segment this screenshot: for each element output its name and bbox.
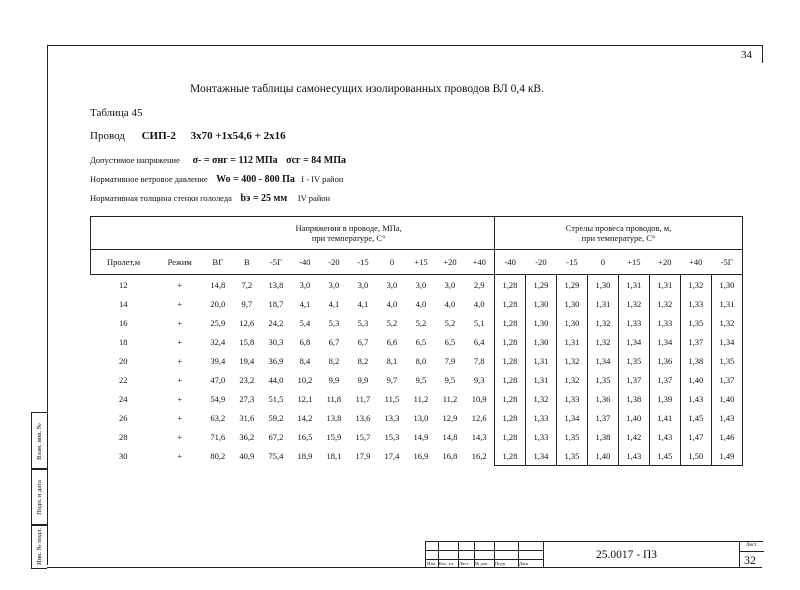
table-cell: 1,30 [556,294,587,313]
header-empty-cell [91,217,204,250]
wire-spec: 3х70 +1х54,6 + 2х16 [190,130,286,142]
column-header: -15 [348,250,377,275]
table-cell: 16,2 [471,450,487,461]
table-cell: 11,8 [326,393,342,404]
side-label: Взам. инв. № [36,422,44,460]
table-cell: 22 [119,374,128,385]
table-cell: 1,41 [649,408,680,427]
table-cell: 6,4 [473,336,485,347]
table-cell: 5,3 [328,317,340,328]
table-cell: 1,33 [649,313,680,332]
table-cell: 1,34 [649,332,680,351]
table-cell: 1,47 [680,427,711,446]
table-cell: + [177,431,183,442]
table-cell: 1,37 [618,370,649,389]
table-cell: 1,35 [587,370,618,389]
table-cell: + [177,298,183,309]
stamp-label: Изм. [427,561,436,566]
table-cell: 13,3 [384,412,400,423]
param-label: Нормативная толщина стенки гололеда [90,193,232,203]
table-cell: 40,9 [239,450,255,461]
table-row [91,351,743,370]
table-cell: 6,5 [415,336,427,347]
column-header: ВГ [203,250,232,275]
table-row [91,446,743,466]
table-cell: 9,7 [386,374,398,385]
table-cell: 14 [119,298,128,309]
table-cell: 1,38 [680,351,711,370]
table-cell: 1,33 [618,313,649,332]
table-cell: 7,2 [241,279,253,290]
table-cell: 16 [119,317,128,328]
table-column-header [91,250,743,275]
table-cell: 1,33 [525,427,556,446]
sheet-number: 32 [744,553,756,567]
table-cell: 17,4 [384,450,400,461]
table-cell: 11,7 [355,393,371,404]
table-cell: 1,32 [525,389,556,408]
table-cell: 18 [119,336,128,347]
table-row [91,389,743,408]
table-cell: + [177,355,183,366]
table-cell: 1,43 [618,446,649,466]
table-cell: + [177,412,183,423]
table-cell: 1,36 [587,389,618,408]
table-cell: 9,7 [241,298,253,309]
table-cell: 13,8 [326,412,342,423]
column-header: +15 [406,250,435,275]
table-cell: + [177,450,183,461]
table-cell: 1,33 [525,408,556,427]
table-cell: 1,32 [587,332,618,351]
param-label: Нормативное ветровое давление [90,174,208,184]
column-header: 0 [587,250,618,275]
table-cell: 1,39 [649,389,680,408]
column-header: -5Г [711,250,742,275]
wire-line [90,130,286,142]
table-cell: 14,9 [413,431,429,442]
param-formula: bэ = 25 мм [240,193,288,204]
frame-left-border [47,45,48,565]
param-label: Допустимое напряжение [90,155,180,165]
table-cell: 12,6 [239,317,255,328]
table-cell: 3,0 [415,279,427,290]
sheet-label: Лист [746,543,757,548]
table-cell: 1,36 [649,351,680,370]
table-row [91,294,743,313]
side-label: Инв. № подл. [36,527,44,566]
table-cell: 1,31 [525,351,556,370]
table-cell: + [177,317,183,328]
table-cell: 1,35 [556,427,587,446]
table-label: Таблица 45 [90,107,143,119]
table-cell: 20,0 [210,298,226,309]
table-cell: 59,2 [268,412,284,423]
table-cell: + [177,336,183,347]
table-cell: 1,31 [556,332,587,351]
table-cell: 1,46 [711,427,742,446]
table-cell: 19,4 [239,355,255,366]
table-cell: 4,0 [415,298,427,309]
stamp-label: Лист [459,561,469,566]
table-row [91,275,743,295]
table-cell: 1,37 [711,370,742,389]
table-cell: 4,0 [386,298,398,309]
column-header: +40 [464,250,494,275]
table-cell: 14,8 [210,279,226,290]
table-cell: 1,32 [649,294,680,313]
table-cell: 17,9 [355,450,371,461]
table-cell: 27,3 [239,393,255,404]
table-cell: 18,1 [326,450,342,461]
table-cell: 15,7 [355,431,371,442]
table-cell: 75,4 [268,450,284,461]
table-cell: 11,5 [384,393,400,404]
param-wind-pressure [90,174,343,185]
stamp-label: Подп. [495,561,507,566]
table-cell: 1,31 [649,275,680,295]
document-title: Монтажные таблицы самонесущих изолированных проводов ВЛ 0,4 кВ. [190,83,544,95]
table-cell: 44,0 [268,374,284,385]
column-header: -15 [556,250,587,275]
table-cell: 1,29 [556,275,587,295]
table-cell: 12,6 [471,412,487,423]
side-field-sign-date [31,468,47,526]
table-cell: 1,40 [587,446,618,466]
table-cell: 5,2 [415,317,427,328]
table-cell: 15,9 [326,431,342,442]
table-cell: 1,30 [525,313,556,332]
table-cell: 1,32 [680,275,711,295]
column-header: +20 [435,250,464,275]
side-label: Подп. и дата [36,479,44,515]
table-cell: 26 [119,412,128,423]
param-allowed-stress [90,155,346,166]
stamp-label: Дата [519,561,528,566]
table-row [91,313,743,332]
table-cell: 36,9 [268,355,284,366]
wire-mark: СИП-2 [141,130,176,142]
column-header: -40 [494,250,525,275]
table-cell: 80,2 [210,450,226,461]
group-sag-line1: Стрелы провеса проводов, м, [565,223,672,233]
column-header: +40 [680,250,711,275]
group-sag [494,217,742,250]
table-cell: 32,4 [210,336,226,347]
table-cell: 67,2 [268,431,284,442]
table-cell: 13,0 [413,412,429,423]
table-cell: 1,28 [494,370,525,389]
group-stress-line1: Напряжения в проводе, МПа, [295,223,402,233]
table-cell: 12,9 [442,412,458,423]
table-cell: 14,2 [297,412,313,423]
table-cell: 12 [119,279,128,290]
column-header: -20 [319,250,348,275]
param-formula: Wo = 400 - 800 Па [216,174,295,185]
table-cell: 5,4 [299,317,311,328]
table-cell: 1,40 [618,408,649,427]
table-cell: 6,5 [444,336,456,347]
table-cell: 11,2 [442,393,458,404]
wire-label: Провод [90,130,125,142]
side-field-replace-inv [31,412,47,470]
table-row [91,408,743,427]
table-cell: 1,32 [556,370,587,389]
table-cell: 1,28 [494,275,525,295]
table-cell: 1,28 [494,389,525,408]
table-cell: 1,43 [680,389,711,408]
table-cell: 1,30 [556,313,587,332]
table-cell: 13,8 [268,279,284,290]
table-cell: 8,2 [357,355,369,366]
table-cell: 7,8 [473,355,485,366]
column-header: 0 [377,250,406,275]
table-cell: 6,8 [299,336,311,347]
table-cell: + [177,279,183,290]
table-cell: 9,5 [444,374,456,385]
table-cell: 13,6 [355,412,371,423]
param-ice-thickness [90,193,330,204]
table-cell: 1,34 [618,332,649,351]
param-region: IV район [297,193,331,203]
table-cell: 5,3 [357,317,369,328]
param-formula: σ- = σнг = 112 МПа [192,155,278,166]
table-cell: 20 [119,355,128,366]
param-formula: σсг = 84 МПа [286,155,347,166]
table-cell: 5,1 [473,317,485,328]
frame-right-stub [762,45,763,63]
table-cell: 39,4 [210,355,226,366]
table-cell: 1,35 [556,446,587,466]
table-cell: 1,37 [587,408,618,427]
table-cell: 5,2 [386,317,398,328]
table-cell: 1,50 [680,446,711,466]
table-cell: 6,7 [357,336,369,347]
table-cell: + [177,393,183,404]
table-cell: 1,32 [618,294,649,313]
table-cell: 31,6 [239,412,255,423]
table-cell: 1,34 [587,351,618,370]
table-cell: 2,9 [473,279,485,290]
table-cell: 8,1 [386,355,398,366]
table-cell: 9,9 [357,374,369,385]
table-cell: 18,9 [297,450,313,461]
table-cell: 9,9 [328,374,340,385]
table-cell: 5,2 [444,317,456,328]
table-row [91,332,743,351]
table-cell: 14,8 [442,431,458,442]
table-cell: 1,35 [711,351,742,370]
column-header: +15 [618,250,649,275]
column-header: В [232,250,261,275]
table-cell: 7,9 [444,355,456,366]
group-stress-line2: при температуре, С° [311,233,386,243]
frame-top-border [47,45,762,46]
table-cell: 1,32 [556,351,587,370]
table-cell: 24,2 [268,317,284,328]
table-cell: 1,28 [494,446,525,466]
param-region: I - IV район [301,174,344,184]
table-cell: 8,2 [328,355,340,366]
table-cell: 1,31 [525,370,556,389]
table-cell: 1,38 [587,427,618,446]
table-cell: 1,30 [587,275,618,295]
table-cell: 1,31 [618,275,649,295]
column-header: Режим [156,250,203,275]
table-cell: 71,6 [210,431,226,442]
table-cell: 3,0 [357,279,369,290]
table-cell: 9,3 [473,374,485,385]
table-cell: 24 [119,393,128,404]
table-cell: 1,31 [587,294,618,313]
table-cell: 1,38 [618,389,649,408]
column-header: -40 [290,250,319,275]
table-cell: 1,32 [587,313,618,332]
table-cell: 1,49 [711,446,742,466]
table-cell: 1,35 [618,351,649,370]
table-cell: 15,3 [384,431,400,442]
table-body [91,275,743,466]
table-cell: 1,28 [494,427,525,446]
document-code: 25.0017 - ПЗ [596,549,658,561]
table-cell: 1,31 [711,294,742,313]
group-stress [203,217,494,250]
table-row [91,427,743,446]
table-cell: 4,1 [328,298,340,309]
table-cell: 1,43 [649,427,680,446]
table-cell: 51,5 [268,393,284,404]
table-cell: 10,2 [297,374,313,385]
column-header: +20 [649,250,680,275]
table-cell: 3,0 [444,279,456,290]
table-cell: 1,42 [618,427,649,446]
table-cell: 28 [119,431,128,442]
table-cell: 1,28 [494,313,525,332]
table-cell: 1,37 [649,370,680,389]
table-cell: 1,33 [680,294,711,313]
table-cell: + [177,374,183,385]
page-number-top: 34 [741,49,752,61]
table-cell: 4,0 [444,298,456,309]
table-cell: 1,40 [680,370,711,389]
table-cell: 10,9 [471,393,487,404]
table-cell: 1,34 [711,332,742,351]
data-table [90,216,743,466]
table-cell: 1,37 [680,332,711,351]
table-cell: 1,34 [556,408,587,427]
table-cell: 3,0 [328,279,340,290]
table-cell: 4,0 [473,298,485,309]
table-cell: 63,2 [210,412,226,423]
table-cell: 1,34 [525,446,556,466]
table-cell: 1,28 [494,294,525,313]
table-cell: 4,1 [357,298,369,309]
table-cell: 1,30 [525,332,556,351]
stamp-label: Кол. уч. [439,561,455,566]
table-cell: 3,0 [386,279,398,290]
title-block [425,541,763,568]
table-cell: 47,0 [210,374,226,385]
table-cell: 16,5 [297,431,313,442]
table-cell: 1,28 [494,351,525,370]
table-cell: 6,6 [386,336,398,347]
column-header: -5Г [261,250,290,275]
table-cell: 6,7 [328,336,340,347]
table-cell: 16,8 [442,450,458,461]
table-cell: 8,0 [415,355,427,366]
table-cell: 1,30 [711,275,742,295]
table-row [91,370,743,389]
table-cell: 1,28 [494,408,525,427]
table-cell: 30 [119,450,128,461]
table-cell: 12,1 [297,393,313,404]
table-cell: 1,45 [649,446,680,466]
sheet-box [739,542,764,568]
table-cell: 1,40 [711,389,742,408]
table-cell: 1,32 [711,313,742,332]
table-cell: 8,4 [299,355,311,366]
table-cell: 4,1 [299,298,311,309]
table-cell: 1,33 [556,389,587,408]
table-cell: 15,8 [239,336,255,347]
table-cell: 1,28 [494,332,525,351]
table-cell: 1,29 [525,275,556,295]
table-cell: 23,2 [239,374,255,385]
table-cell: 9,5 [415,374,427,385]
stamp-label: № док. [475,561,489,566]
side-field-orig-inv [31,524,47,569]
table-group-header [91,217,743,250]
table-cell: 16,9 [413,450,429,461]
table-cell: 3,0 [299,279,311,290]
table-cell: 1,43 [711,408,742,427]
table-cell: 18,7 [268,298,284,309]
sheet-divider [740,551,764,552]
table-cell: 30,3 [268,336,284,347]
table-cell: 25,9 [210,317,226,328]
table-cell: 14,3 [471,431,487,442]
column-header: Пролет,м [91,250,157,275]
table-cell: 54,9 [210,393,226,404]
table-cell: 1,30 [525,294,556,313]
table-cell: 11,2 [413,393,429,404]
column-header: -20 [525,250,556,275]
table-cell: 1,45 [680,408,711,427]
table-cell: 36,2 [239,431,255,442]
group-sag-line2: при температуре, С° [581,233,656,243]
table-cell: 1,35 [680,313,711,332]
